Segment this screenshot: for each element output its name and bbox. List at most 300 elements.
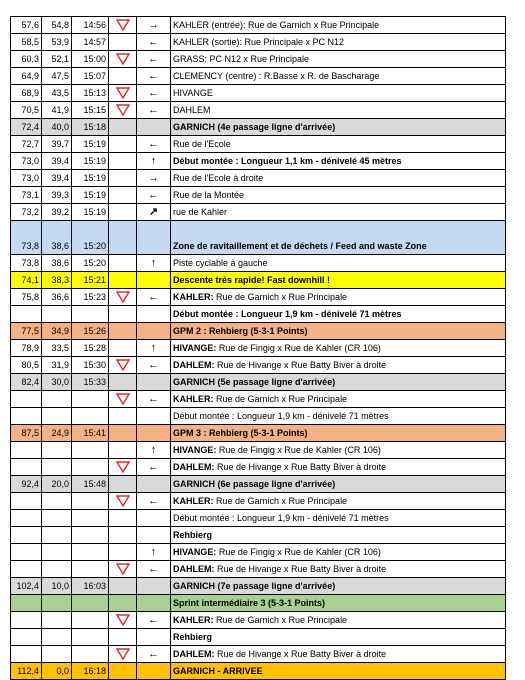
table-row (11, 561, 506, 578)
time-cell: 15:28 (72, 340, 109, 357)
description-cell: KAHLER: Rue de Garnich x Rue Principale (171, 612, 506, 629)
time-cell (72, 459, 109, 476)
warning-cell (109, 527, 137, 544)
yield-triangle-icon (116, 87, 130, 99)
km-cell: 82,4 (11, 374, 42, 391)
warning-cell (109, 119, 137, 136)
description-cell: Rue de l'Ecole (171, 136, 506, 153)
description-cell: Début montée : Longueur 1,9 km - dénivelé 71 mètres (171, 510, 506, 527)
remaining-km-cell: 54,8 (42, 17, 72, 34)
time-cell (72, 612, 109, 629)
time-cell: 15:15 (72, 102, 109, 119)
warning-cell (109, 102, 137, 119)
km-cell: 57,6 (11, 17, 42, 34)
remaining-km-cell: 38,6 (42, 255, 72, 272)
warning-cell (109, 442, 137, 459)
direction-cell (137, 374, 171, 391)
remaining-km-cell: 10,0 (42, 578, 72, 595)
warning-cell (109, 459, 137, 476)
direction-cell (137, 493, 171, 510)
direction-cell (137, 459, 171, 476)
direction-cell (137, 340, 171, 357)
place-name: KAHLER: (173, 495, 214, 506)
direction-cell (137, 187, 171, 204)
place-name: KAHLER: (173, 614, 214, 625)
km-cell (11, 442, 42, 459)
warning-cell (109, 476, 137, 493)
table-row (11, 493, 506, 510)
remaining-km-cell (42, 408, 72, 425)
direction-cell (137, 306, 171, 323)
place-name: KAHLER: (173, 393, 214, 404)
direction-cell (137, 170, 171, 187)
warning-cell (109, 255, 137, 272)
remaining-km-cell: 0,0 (42, 663, 72, 680)
description-cell: GRASS: PC N12 x Rue Principale (171, 51, 506, 68)
description-cell: Descente très rapide! Fast downhill ! (171, 272, 506, 289)
time-cell: 15:19 (72, 187, 109, 204)
time-cell: 14:57 (72, 34, 109, 51)
table-row (11, 476, 506, 493)
table-row (11, 340, 506, 357)
direction-cell (137, 323, 171, 340)
yield-triangle-icon (116, 614, 130, 626)
remaining-km-cell: 24,9 (42, 425, 72, 442)
km-cell (11, 527, 42, 544)
table-row (11, 85, 506, 102)
time-cell: 15:19 (72, 153, 109, 170)
table-row (11, 459, 506, 476)
yield-triangle-icon (116, 19, 130, 31)
direction-cell (137, 289, 171, 306)
remaining-km-cell: 39,4 (42, 170, 72, 187)
yield-triangle-icon (116, 648, 130, 660)
remaining-km-cell (42, 646, 72, 663)
table-row (11, 374, 506, 391)
warning-cell (109, 68, 137, 85)
description-cell: KAHLER: Rue de Garnich x Rue Principale (171, 289, 506, 306)
description-cell: GPM 2 : Rehbierg (5-3-1 Points) (171, 323, 506, 340)
direction-cell (137, 527, 171, 544)
left-arrow-icon: ← (148, 647, 159, 660)
description-cell: GARNICH (5e passage ligne d'arrivée) (171, 374, 506, 391)
remaining-km-cell (42, 510, 72, 527)
description-cell: Début montée : Longueur 1,1 km - dénivelé 45 mètres (171, 153, 506, 170)
remaining-km-cell (42, 629, 72, 646)
description-cell: DAHLEM: Rue de Hivange x Rue Batty Biver à droite (171, 357, 506, 374)
up-arrow-icon: ↑ (150, 341, 157, 354)
remaining-km-cell (42, 544, 72, 561)
left-arrow-icon: ← (148, 86, 159, 99)
warning-cell (109, 306, 137, 323)
remaining-km-cell (42, 493, 72, 510)
direction-cell (137, 102, 171, 119)
remaining-km-cell: 53,9 (42, 34, 72, 51)
up-arrow-icon: ↑ (150, 154, 157, 167)
description-cell: DAHLEM (171, 102, 506, 119)
description-cell: Sprint intermédiaire 3 (5-3-1 Points) (171, 595, 506, 612)
table-row (11, 102, 506, 119)
place-name: HIVANGE: (173, 546, 217, 557)
km-cell: 73,8 (11, 255, 42, 272)
table-row (11, 204, 506, 221)
description-cell: Début montée : Longueur 1,9 km - dénivelé 71 mètres (171, 408, 506, 425)
km-cell: 102,4 (11, 578, 42, 595)
description-cell: KAHLER: Rue de Garnich x Rue Principale (171, 493, 506, 510)
warning-cell (109, 374, 137, 391)
km-cell (11, 493, 42, 510)
description-cell: GARNICH (7e passage ligne d'arrivée) (171, 578, 506, 595)
direction-cell (137, 476, 171, 493)
km-cell (11, 629, 42, 646)
km-cell (11, 544, 42, 561)
direction-cell (137, 510, 171, 527)
direction-cell (137, 136, 171, 153)
km-cell: 58,5 (11, 34, 42, 51)
km-cell: 73,0 (11, 153, 42, 170)
km-cell: 75,8 (11, 289, 42, 306)
left-arrow-icon: ← (148, 613, 159, 626)
warning-cell (109, 510, 137, 527)
time-cell: 15:21 (72, 272, 109, 289)
yield-triangle-icon (116, 495, 130, 507)
table-row (11, 289, 506, 306)
description-cell: Rue de la Montée (171, 187, 506, 204)
direction-cell (137, 204, 171, 221)
km-cell: 77,5 (11, 323, 42, 340)
warning-cell (109, 187, 137, 204)
description-cell: Zone de ravitaillement et de déchets / Feed and waste Zone (171, 221, 506, 255)
description-cell: HIVANGE: Rue de Fingig x Rue de Kahler (CR 106) (171, 340, 506, 357)
direction-cell (137, 544, 171, 561)
description-cell: KAHLER: Rue de Garnich x Rue Principale (171, 391, 506, 408)
yield-triangle-icon (116, 291, 130, 303)
warning-cell (109, 340, 137, 357)
time-cell: 16:03 (72, 578, 109, 595)
remaining-km-cell: 38,6 (42, 221, 72, 255)
warning-cell (109, 357, 137, 374)
direction-cell (137, 442, 171, 459)
time-cell (72, 306, 109, 323)
table-row (11, 34, 506, 51)
table-row (11, 391, 506, 408)
left-arrow-icon: ← (148, 494, 159, 507)
table-row (11, 578, 506, 595)
km-cell: 73,2 (11, 204, 42, 221)
warning-cell (109, 204, 137, 221)
warning-cell (109, 85, 137, 102)
remaining-km-cell (42, 391, 72, 408)
time-cell: 15:19 (72, 136, 109, 153)
direction-cell (137, 68, 171, 85)
table-row (11, 187, 506, 204)
remaining-km-cell: 52,1 (42, 51, 72, 68)
itinerary-rows (11, 17, 506, 680)
table-row (11, 272, 506, 289)
direction-cell (137, 629, 171, 646)
time-cell: 15:20 (72, 255, 109, 272)
warning-cell (109, 136, 137, 153)
km-cell: 92,4 (11, 476, 42, 493)
direction-cell (137, 153, 171, 170)
warning-cell (109, 561, 137, 578)
remaining-km-cell (42, 442, 72, 459)
time-cell: 14:56 (72, 17, 109, 34)
warning-cell (109, 51, 137, 68)
remaining-km-cell: 41,9 (42, 102, 72, 119)
description-cell: HIVANGE: Rue de Fingig x Rue de Kahler (CR 106) (171, 544, 506, 561)
remaining-km-cell: 39,2 (42, 204, 72, 221)
km-cell (11, 391, 42, 408)
table-row (11, 221, 506, 255)
table-row (11, 323, 506, 340)
km-cell: 64,9 (11, 68, 42, 85)
yield-triangle-icon (116, 563, 130, 575)
km-cell (11, 306, 42, 323)
warning-cell (109, 17, 137, 34)
remaining-km-cell: 38,3 (42, 272, 72, 289)
table-row (11, 17, 506, 34)
left-arrow-icon: ← (148, 290, 159, 303)
remaining-km-cell: 33,5 (42, 340, 72, 357)
yield-triangle-icon (116, 104, 130, 116)
time-cell (72, 561, 109, 578)
time-cell: 15:13 (72, 85, 109, 102)
up-arrow-icon: ↑ (150, 256, 157, 269)
table-row (11, 425, 506, 442)
km-cell: 78,9 (11, 340, 42, 357)
km-cell: 72,4 (11, 119, 42, 136)
left-arrow-icon: ← (148, 562, 159, 575)
remaining-km-cell (42, 459, 72, 476)
direction-cell (137, 34, 171, 51)
warning-cell (109, 493, 137, 510)
km-cell (11, 595, 42, 612)
direction-cell (137, 119, 171, 136)
remaining-km-cell: 36,6 (42, 289, 72, 306)
remaining-km-cell: 39,3 (42, 187, 72, 204)
table-row (11, 629, 506, 646)
time-cell (72, 442, 109, 459)
description-cell: HIVANGE (171, 85, 506, 102)
description-cell: GPM 3 : Rehbierg (5-3-1 Points) (171, 425, 506, 442)
up-arrow-icon: ↑ (150, 545, 157, 558)
time-cell (72, 595, 109, 612)
km-cell: 73,1 (11, 187, 42, 204)
place-name: DAHLEM: (173, 359, 215, 370)
warning-cell (109, 391, 137, 408)
table-row (11, 442, 506, 459)
time-cell (72, 629, 109, 646)
table-row (11, 646, 506, 663)
up-right-arrow-icon: ↗ (148, 205, 159, 218)
time-cell: 15:41 (72, 425, 109, 442)
left-arrow-icon: ← (148, 52, 159, 65)
km-cell: 112,4 (11, 663, 42, 680)
yield-triangle-icon (116, 359, 130, 371)
remaining-km-cell (42, 306, 72, 323)
place-name: KAHLER: (173, 291, 214, 302)
remaining-km-cell: 31,9 (42, 357, 72, 374)
warning-cell (109, 646, 137, 663)
warning-cell (109, 425, 137, 442)
direction-cell (137, 391, 171, 408)
table-row (11, 68, 506, 85)
time-cell (72, 527, 109, 544)
direction-cell (137, 17, 171, 34)
description-cell: CLEMENCY (centre) : R.Basse x R. de Bascharage (171, 68, 506, 85)
remaining-km-cell (42, 527, 72, 544)
direction-cell (137, 425, 171, 442)
time-cell: 15:23 (72, 289, 109, 306)
direction-cell (137, 595, 171, 612)
yield-triangle-icon (116, 393, 130, 405)
table-row (11, 153, 506, 170)
description-cell: DAHLEM: Rue de Hivange x Rue Batty Biver à droite (171, 459, 506, 476)
remaining-km-cell: 34,9 (42, 323, 72, 340)
warning-cell (109, 272, 137, 289)
time-cell (72, 544, 109, 561)
table-row (11, 612, 506, 629)
table-row (11, 544, 506, 561)
yield-triangle-icon (116, 53, 130, 65)
km-cell (11, 459, 42, 476)
time-cell: 15:18 (72, 119, 109, 136)
km-cell: 72,7 (11, 136, 42, 153)
km-cell (11, 646, 42, 663)
time-cell (72, 408, 109, 425)
left-arrow-icon: ← (148, 460, 159, 473)
remaining-km-cell: 20,0 (42, 476, 72, 493)
direction-cell (137, 255, 171, 272)
direction-cell (137, 561, 171, 578)
place-name: HIVANGE: (173, 342, 217, 353)
place-name: DAHLEM: (173, 648, 215, 659)
description-cell: KAHLER (entrée): Rue de Garnich x Rue Principale (171, 17, 506, 34)
table-row (11, 357, 506, 374)
left-arrow-icon: ← (148, 392, 159, 405)
left-arrow-icon: ← (148, 358, 159, 371)
place-name: DAHLEM: (173, 563, 215, 574)
warning-cell (109, 170, 137, 187)
warning-cell (109, 323, 137, 340)
description-cell: GARNICH (4e passage ligne d'arrivée) (171, 119, 506, 136)
table-row (11, 119, 506, 136)
km-cell (11, 510, 42, 527)
time-cell: 15:07 (72, 68, 109, 85)
remaining-km-cell (42, 612, 72, 629)
place-name: HIVANGE: (173, 444, 217, 455)
warning-cell (109, 221, 137, 255)
description-cell: DAHLEM: Rue de Hivange x Rue Batty Biver à droite (171, 561, 506, 578)
km-cell: 80,5 (11, 357, 42, 374)
remaining-km-cell: 43,5 (42, 85, 72, 102)
direction-cell (137, 272, 171, 289)
remaining-km-cell (42, 561, 72, 578)
direction-cell (137, 357, 171, 374)
place-name: DAHLEM: (173, 461, 215, 472)
table-row (11, 408, 506, 425)
km-cell (11, 561, 42, 578)
time-cell: 15:00 (72, 51, 109, 68)
remaining-km-cell: 47,5 (42, 68, 72, 85)
table-row (11, 595, 506, 612)
table-row (11, 170, 506, 187)
time-cell (72, 646, 109, 663)
direction-cell (137, 85, 171, 102)
remaining-km-cell: 39,7 (42, 136, 72, 153)
warning-cell (109, 289, 137, 306)
km-cell (11, 612, 42, 629)
time-cell: 15:30 (72, 357, 109, 374)
remaining-km-cell (42, 595, 72, 612)
km-cell: 73,0 (11, 170, 42, 187)
time-cell: 15:26 (72, 323, 109, 340)
km-cell: 60,3 (11, 51, 42, 68)
description-cell: Rehbierg (171, 527, 506, 544)
warning-cell (109, 612, 137, 629)
km-cell: 73,8 (11, 221, 42, 255)
km-cell (11, 408, 42, 425)
itinerary-sheet (10, 16, 505, 680)
table-row (11, 255, 506, 272)
warning-cell (109, 629, 137, 646)
warning-cell (109, 408, 137, 425)
time-cell: 15:33 (72, 374, 109, 391)
warning-cell (109, 153, 137, 170)
warning-cell (109, 595, 137, 612)
direction-cell (137, 51, 171, 68)
time-cell (72, 510, 109, 527)
time-cell: 15:19 (72, 204, 109, 221)
description-cell: KAHLER (sortie): Rue Principale x PC N12 (171, 34, 506, 51)
description-cell: DAHLEM: Rue de Hivange x Rue Batty Biver à droite (171, 646, 506, 663)
time-cell: 16:18 (72, 663, 109, 680)
km-cell: 74,1 (11, 272, 42, 289)
direction-cell (137, 612, 171, 629)
left-arrow-icon: ← (148, 35, 159, 48)
time-cell: 15:48 (72, 476, 109, 493)
yield-triangle-icon (116, 461, 130, 473)
warning-cell (109, 34, 137, 51)
left-arrow-icon: ← (148, 188, 159, 201)
remaining-km-cell: 40,0 (42, 119, 72, 136)
description-cell: rue de Kahler (171, 204, 506, 221)
left-arrow-icon: ← (148, 69, 159, 82)
km-cell: 68,9 (11, 85, 42, 102)
table-row (11, 51, 506, 68)
remaining-km-cell: 39,4 (42, 153, 72, 170)
direction-cell (137, 646, 171, 663)
table-row (11, 527, 506, 544)
description-cell: Piste cyclable à gauche (171, 255, 506, 272)
description-cell: GARNICH (6e passage ligne d'arrivée) (171, 476, 506, 493)
table-row (11, 136, 506, 153)
warning-cell (109, 578, 137, 595)
description-cell: Rehbierg (171, 629, 506, 646)
left-arrow-icon: ← (148, 137, 159, 150)
description-cell: Début montée : Longueur 1,9 km - dénivelé 71 mètres (171, 306, 506, 323)
right-arrow-icon: → (148, 171, 159, 184)
direction-cell (137, 408, 171, 425)
table-row (11, 306, 506, 323)
time-cell (72, 493, 109, 510)
time-cell: 15:19 (72, 170, 109, 187)
time-cell (72, 391, 109, 408)
direction-cell (137, 578, 171, 595)
itinerary-table (10, 16, 506, 680)
up-arrow-icon: ↑ (150, 443, 157, 456)
